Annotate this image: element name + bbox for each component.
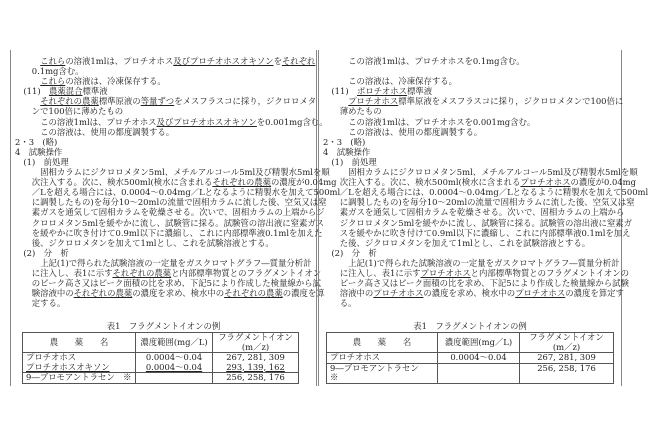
underlined-amendment: プロチオホス [515,288,566,299]
text-line [15,238,312,248]
text-segment: この溶液1mlは、プロチオホスを0.001mg含む。 [348,116,536,127]
row-name: プロチオホスオキソン [26,361,110,372]
text-line [15,258,312,268]
text-line [15,248,312,258]
header-concentration-range: 濃度範囲(mg／L) [438,333,520,353]
text-line [323,106,617,116]
text-line [15,56,316,66]
text-line [15,137,312,147]
text-segment: の溶液1mlは、プロチオホス [65,56,174,66]
text-segment: を0.001mg含む。 [256,116,328,127]
text-segment: (11) [331,86,357,97]
text-segment: 素ガスを通気して固相カラムを乾燥させる。次いで、固相カラムの上端からジ [31,207,325,218]
row-ions: 293, 139, 162 [226,361,285,372]
text-line [323,187,648,198]
text-line [323,137,617,147]
text-segment: この溶液は、冷凍保存する。 [348,76,458,87]
text-segment: 定する。 [31,298,66,309]
underlined-amendment: プロチオホス [348,96,399,107]
text-segment: 後、ジクロロメタンを加えて1mlとし、これを試験溶液とする。 [31,237,274,248]
text-segment: を緩やかに吹き付けて0.9ml以下に濃縮し、これに内部標準液0.1mlを加えた [31,227,323,238]
text-segment: ／Lを超える場合には、0.0004～0.04mg／Lとなるように精製水を加えて500ml [31,187,341,198]
text-line [323,86,617,96]
text-line [15,167,330,178]
text-line [323,76,617,86]
text-segment: (2) 分 析 [23,247,69,258]
header-fragment-ion-label: フラグメントイオン [218,332,293,342]
underlined-amendment: ポロチオホス [356,86,408,97]
range [136,353,213,373]
text-segment: 標準原液をメスフラスコに採り，ジクロロメタンで100倍に [398,96,624,107]
text-segment: 固相カラムにジクロロメタン5ml、メチルアルコール5ml及び精製水5mlを順 [348,167,638,178]
text-line [15,116,328,127]
underlined-amendment: 等量ずつ [140,96,175,107]
ions [520,353,614,364]
text-segment: 溶液中の [339,288,374,299]
text-segment: 次注入する。次に、検水500ml(検水に含まれる [31,177,213,188]
text-segment: 次注入する。次に、検水500ml(検水に含まれる [339,177,521,188]
text-segment: スを緩やかに吹き付けて0.9ml以下に濃縮し、これに内部標準液0.1mlを加え [339,227,631,238]
text-segment: 標準原液の [98,96,141,107]
internal-standard-name: 9―ブロモアントラセン ※ [327,363,438,383]
internal-standard-range [136,373,213,384]
text-segment: を [273,56,282,66]
text-line [15,177,337,188]
text-line [323,167,638,178]
text-segment: (2) 分 析 [331,247,377,258]
underlined-amendment: 及びプロチオホスオキソン [156,116,257,127]
text-segment: 4 試験操作 [15,146,63,157]
table-row-internal-standard [327,363,614,383]
underlined-amendment: それぞれの農薬 [212,177,272,188]
text-line [323,227,631,238]
underlined-amendment: 及びプロチオホスオキソン [173,56,274,66]
underlined-amendment: これら [40,56,66,66]
underlined-amendment: それぞれの農薬 [40,96,99,107]
header-pesticide-name: 農 薬 名 [327,333,438,353]
text-line [323,157,617,167]
header-fragment-ion-label: フラグメントイオン [529,332,604,342]
row-range: 0.0004～0.04 [145,352,203,362]
underlined-amendment: それぞれの農薬 [224,288,283,299]
text-segment: 標準液 [407,86,433,97]
text-line [323,56,617,66]
text-segment: 上記(1)で得られた試験溶液の一定量をガスクロマトグラフ―質量分析計 [40,257,312,268]
text-line [15,288,325,299]
text-segment: の濃度が0.04mg [271,177,337,188]
underlined-amendment: それぞれの農薬 [112,267,172,278]
text-segment: に注入し、表1に示す [339,267,421,278]
underlined-amendment: プロチオホス [373,288,424,299]
internal-standard-ions: 256, 258, 176 [520,363,614,383]
text-segment: をメスフラスコに採り，ジクロロメタ [174,96,317,107]
text-segment: クロロメタン5mlを緩やかに流し、試験管に採る。試験管の溶出液に窒素ガス [31,217,325,228]
table-row [23,353,299,373]
text-line [323,207,625,218]
ions [213,353,299,373]
text-segment: ンで100倍に薄めたもの [31,106,124,117]
text-line [15,227,323,238]
header-fragment-ion [520,333,614,353]
text-line [323,197,635,208]
text-segment: 4 試験操作 [323,146,371,157]
text-line [323,177,636,188]
fragment-ion-table [22,332,299,384]
text-line [323,96,624,107]
underlined-amendment: それぞれの農薬 [73,288,133,299]
row-range: 0.0004～0.04 [450,352,507,362]
text-segment: の濃度を算定す [565,288,624,299]
text-line [15,267,322,278]
text-line [15,207,325,218]
text-line [15,187,341,198]
text-line [323,66,617,76]
text-segment: の濃度が0.04mg [570,177,636,188]
text-line [15,127,312,137]
text-segment: ピーク高さ又はピーク面積の比を求め、下記5により作成した検量線から試験 [339,278,629,289]
table-caption: 表1 フラグメントイオンの例 [106,321,221,331]
row-name: プロチオホス [26,352,77,362]
text-segment: この溶液は、使用の都度調製する。 [40,126,175,137]
underlined-amendment: これら [40,76,66,87]
row-range: 0.0004～0.04 [145,361,203,372]
internal-standard-ions: 256, 258, 176 [213,373,299,384]
text-segment: 0.1mg含む。 [31,66,84,77]
text-line [323,127,617,137]
text-segment: の溶液は、冷凍保存する。 [65,76,166,87]
text-segment: この溶液1mlは、プロチオホス [40,116,157,127]
header-mz-label: (m／z) [552,341,581,352]
pesticide-name [327,353,438,364]
text-line [323,257,620,268]
text-segment: この溶液は、使用の都度調製する。 [348,126,483,137]
left-text [15,56,341,309]
text-line [15,278,321,289]
text-segment: 験溶液中の [31,288,74,299]
text-segment: ／Lを超える場合には、0.0004～0.04mg／Lとなるように精製水を加えて500ml [339,187,648,198]
text-line [15,106,312,116]
text-segment: 2・3 (略) [15,136,58,147]
left-column-before [10,50,341,386]
text-line [15,298,312,308]
text-segment: た後、ジクロロメタンを加えて1mlとし、これを試験溶液とする。 [339,237,591,248]
text-line [323,238,617,248]
text-segment: の濃度を算 [282,288,325,299]
text-line [323,248,617,258]
text-line [323,147,617,157]
text-segment: のピーク高さ又はピーク面積の比を求め、下記5により作成した検量線から試 [31,278,321,289]
text-segment: に調製したもの)を毎分10～20mlの流量で固相カラムに流した後、空気又は窒 [339,197,635,208]
underlined-amendment: プロチオホス [420,267,471,278]
header-concentration-range: 濃度範囲(mg／L) [136,333,213,353]
text-line [15,96,317,107]
text-segment: 2・3 (略) [323,136,366,147]
table-caption: 表1 フラグメントイオンの例 [413,321,527,331]
text-line [323,267,629,278]
text-line [15,217,325,228]
right-column-after [318,50,648,386]
text-segment: 標準液 [82,86,108,97]
row-ions: 267, 281, 309 [226,352,285,362]
text-line [323,117,617,127]
row-ions: 267, 281, 309 [537,352,596,362]
text-segment: 固相カラムにジクロロメタン5ml、メチルアルコール5ml及び精製水5mlを順 [40,167,330,178]
text-line [323,288,624,299]
text-line [15,197,327,208]
text-line [15,147,312,157]
table-row [327,353,614,364]
underlined-amendment: 農薬混合 [48,86,83,97]
text-segment: (11) [23,86,49,97]
text-line [323,278,629,289]
text-segment: 上記(1)で得られた試験溶液の一定量をガスクロマトグラフ―質量分析計 [348,257,620,268]
text-segment: と内部標準物質とのフラグメントイオン [171,267,322,278]
fragment-ion-table [326,332,614,384]
text-segment: の濃度を求め、検水中の [132,288,225,299]
underlined-amendment: それぞれ [281,56,316,66]
internal-standard-range [438,363,520,383]
internal-standard-name: 9―ブロモアントラセン ※ [23,373,136,384]
text-line [323,298,617,308]
underlined-amendment: プロチオホス [520,177,571,188]
text-line [15,76,312,86]
text-segment: と内部標準物質とのフラグメントイオンの [470,267,629,278]
text-segment: に注入し、表1に示す [31,267,113,278]
text-line [15,86,312,96]
text-segment: 素ガスを通気して固相カラムを乾燥させる。次いで、固相カラムの上端から [339,207,625,218]
table-row-internal-standard [23,373,299,384]
row-name: プロチオホス [330,352,381,362]
header-mz-label: (m／z) [241,341,270,352]
text-segment: る。 [339,298,357,309]
header-pesticide-name: 農 薬 名 [23,333,136,353]
pesticide-name [23,353,136,373]
text-line [15,157,312,167]
text-line [15,66,312,76]
text-segment: ジクロロメタン5mlを緩やかに流し、試験管に採る。試験管の溶出液に窒素ガ [339,217,632,228]
header-fragment-ion [213,333,299,353]
text-segment: (1) 前処理 [331,156,377,167]
text-segment: この溶液1mlは、プロチオホスを0.1mg含む。 [348,56,525,66]
range [438,353,520,364]
text-segment: の濃度を求め、検水中の [423,288,516,299]
text-segment: (1) 前処理 [23,156,69,167]
right-text [323,56,648,309]
text-segment: に調製したもの)を毎分10～20mlの流量で固相カラムに流した後、空気又は窒 [31,197,327,208]
text-segment: 薄めたもの [339,106,382,117]
text-line [323,217,632,228]
